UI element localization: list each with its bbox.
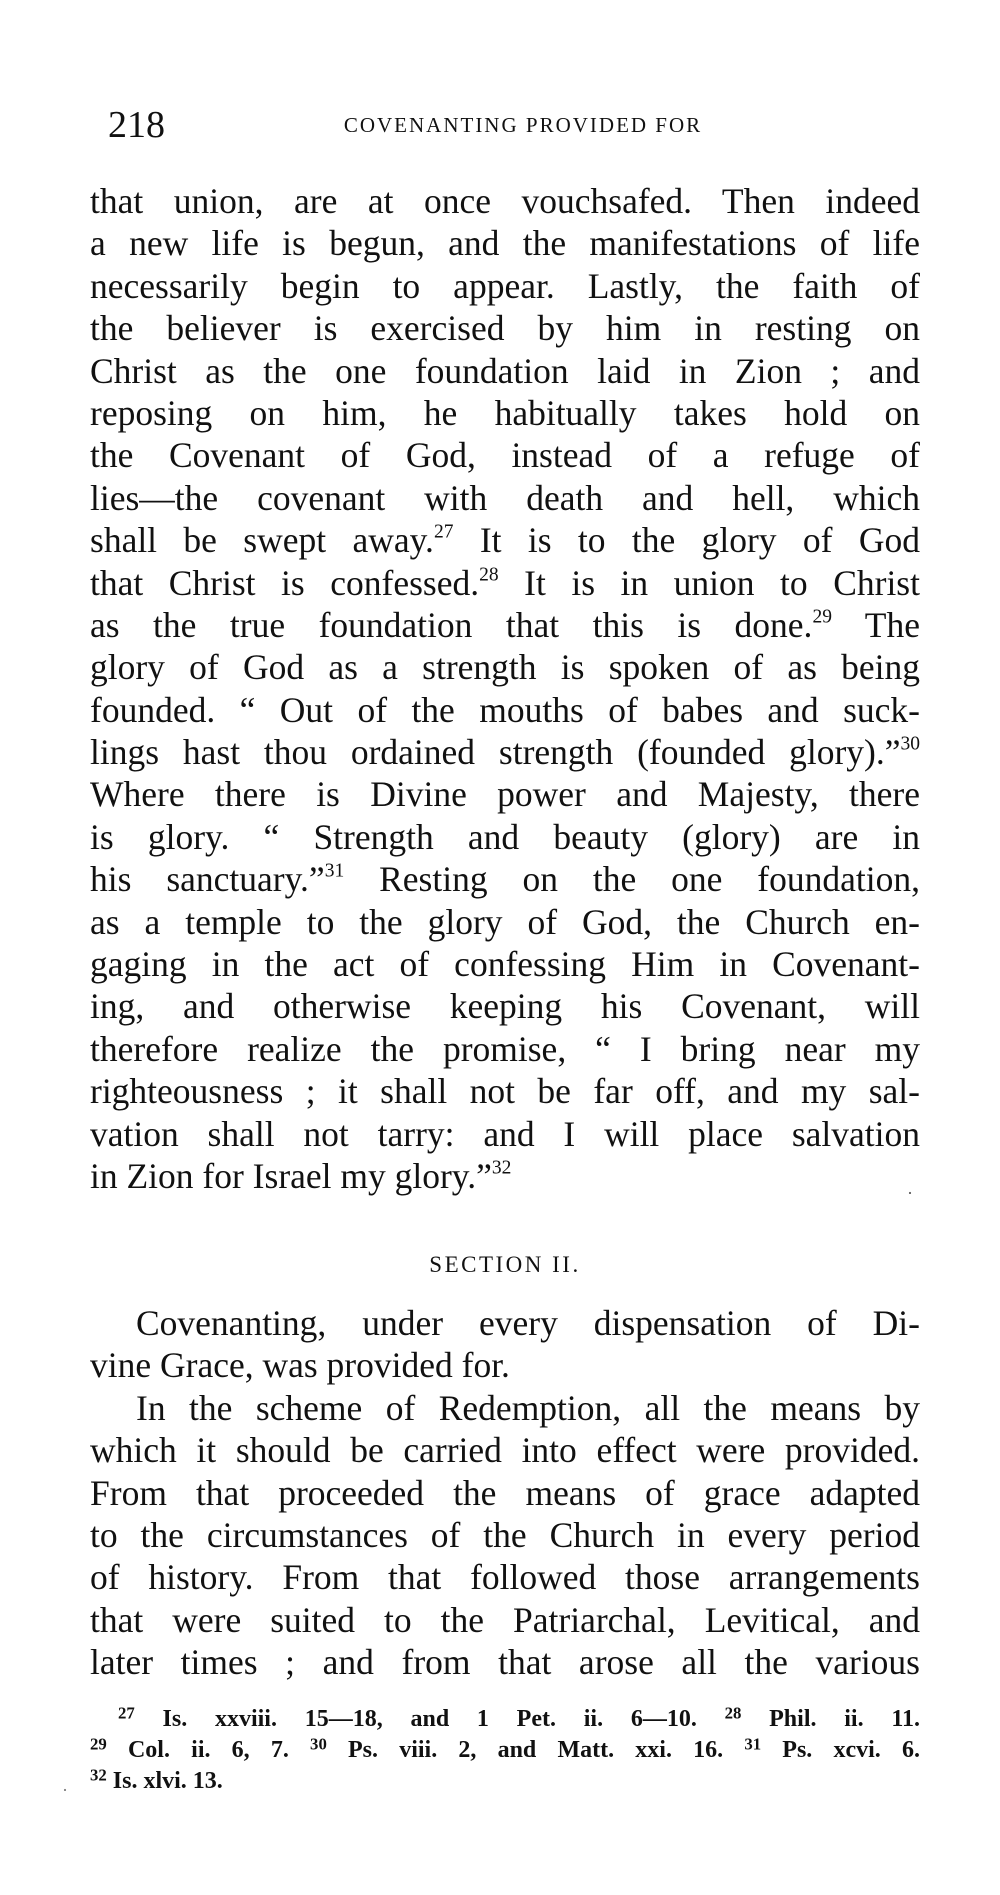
footnote-30 (310, 1734, 724, 1763)
text-line: glory of God as a strength is spoken of as being (90, 647, 920, 688)
footnote-text: Is. xxviii. 15—18, and 1 Pet. ii. 6—10. (134, 1706, 697, 1732)
text-line (90, 519, 920, 561)
footnote-ref-28: 28 (479, 563, 499, 585)
line-text: shall be swept away. (90, 520, 434, 561)
line-text: The (831, 604, 920, 645)
line-text: that Christ is confessed. (90, 562, 480, 603)
footnote-27 (118, 1703, 697, 1732)
text-line: vation shall not tarry: and I will place salvation (90, 1113, 920, 1154)
footnote-ref-32: 32 (491, 1157, 512, 1179)
footnote-line (90, 1766, 920, 1797)
footnote-number: 31 (744, 1734, 762, 1754)
footnote-text: Ps. viii. 2, and Matt. xxi. 16. (326, 1737, 724, 1763)
text-line: In the scheme of Redemption, all the means by (136, 1387, 920, 1428)
line-text: It is to the glory of God (453, 520, 920, 561)
text-line: that were suited to the Patriarchal, Levitical, and (90, 1599, 920, 1640)
footnote-ref-30: 30 (900, 733, 920, 755)
footnote-number: 32 (90, 1765, 107, 1785)
footnote-ref-29: 29 (812, 606, 832, 628)
text-line: reposing on him, he habitually takes hold on (90, 392, 920, 433)
footnote-number: 28 (724, 1703, 742, 1723)
footnote-29 (90, 1734, 289, 1763)
footnote-text: Col. ii. 6, 7. (106, 1737, 289, 1763)
text-line: Covenanting, under every dispensation of Di- (136, 1303, 920, 1343)
footnote-line (90, 1704, 920, 1735)
line-text: in Zion for Israel my glory.” (90, 1155, 492, 1196)
text-line: is glory. “ Strength and beauty (glory) are in (90, 816, 920, 857)
text-line (90, 1155, 920, 1197)
page-header (108, 100, 918, 150)
footnote-line (90, 1735, 920, 1766)
text-line (90, 731, 920, 773)
text-line: lies—the covenant with death and hell, which (90, 477, 920, 518)
footnote-32 (90, 1765, 223, 1794)
text-line (90, 562, 920, 604)
footnote-ref-27: 27 (433, 521, 454, 543)
footnote-ref-31: 31 (324, 860, 345, 882)
text-line (90, 604, 920, 646)
text-line: gaging in the act of confessing Him in Covenant- (90, 944, 920, 985)
section-body (90, 1302, 920, 1684)
section-heading: SECTION II. (429, 1252, 581, 1277)
text-line: ing, and otherwise keeping his Covenant, will (90, 986, 920, 1027)
footnote-text: Is. xlvi. 13. (106, 1768, 223, 1794)
text-line: the Covenant of God, instead of a refuge of (90, 435, 920, 476)
text-line: later times ; and from that arose all the various (90, 1642, 920, 1683)
text-line: of history. From that followed those arrangements (90, 1557, 920, 1598)
line-text: his sanctuary.” (90, 859, 325, 900)
print-speck: · (907, 1183, 913, 1203)
text-line: the believer is exercised by him in resting on (90, 308, 920, 349)
page-number: 218 (108, 104, 165, 146)
line-text: It is in union to Christ (498, 562, 920, 603)
footnotes (90, 1704, 920, 1797)
text-line: founded. “ Out of the mouths of babes and suck- (90, 689, 920, 730)
footnote-number: 30 (310, 1734, 327, 1754)
footnote-text: Ps. xcvi. 6. (761, 1737, 920, 1763)
footnote-number: 27 (118, 1703, 135, 1723)
footnote-28 (724, 1703, 921, 1732)
text-line (90, 858, 920, 900)
footnote-text: Phil. ii. 11. (741, 1706, 921, 1732)
text-line: therefore realize the promise, “ I bring near my (90, 1028, 920, 1069)
text-line: righteousness ; it shall not be far off, and my sal- (90, 1071, 920, 1112)
text-line: Where there is Divine power and Majesty, there (90, 774, 920, 815)
text-line: Christ as the one foundation laid in Zion ; and (90, 350, 920, 391)
text-line: that union, are at once vouchsafed. Then indeed (90, 181, 920, 221)
text-line: necessarily begin to appear. Lastly, the faith of (90, 265, 920, 306)
line-text: as the true foundation that this is done. (90, 604, 813, 645)
text-line: vine Grace, was provided for. (90, 1345, 510, 1386)
text-line: as a temple to the glory of God, the Church en- (90, 901, 920, 942)
footnote-number: 29 (90, 1734, 107, 1754)
footnote-31 (744, 1734, 920, 1763)
line-text: Resting on the one foundation, (344, 859, 920, 900)
text-line: to the circumstances of the Church in every period (90, 1514, 920, 1555)
text-line: which it should be carried into effect were provided. (90, 1430, 920, 1471)
text-line: From that proceeded the means of grace adapted (90, 1472, 920, 1513)
paragraph-continued (90, 180, 920, 1197)
running-head: COVENANTING PROVIDED FOR (343, 113, 703, 137)
print-speck: · (62, 1780, 68, 1800)
text-line: a new life is begun, and the manifestations of life (90, 223, 920, 264)
line-text: lings hast thou ordained strength (founded glory).” (90, 732, 901, 773)
